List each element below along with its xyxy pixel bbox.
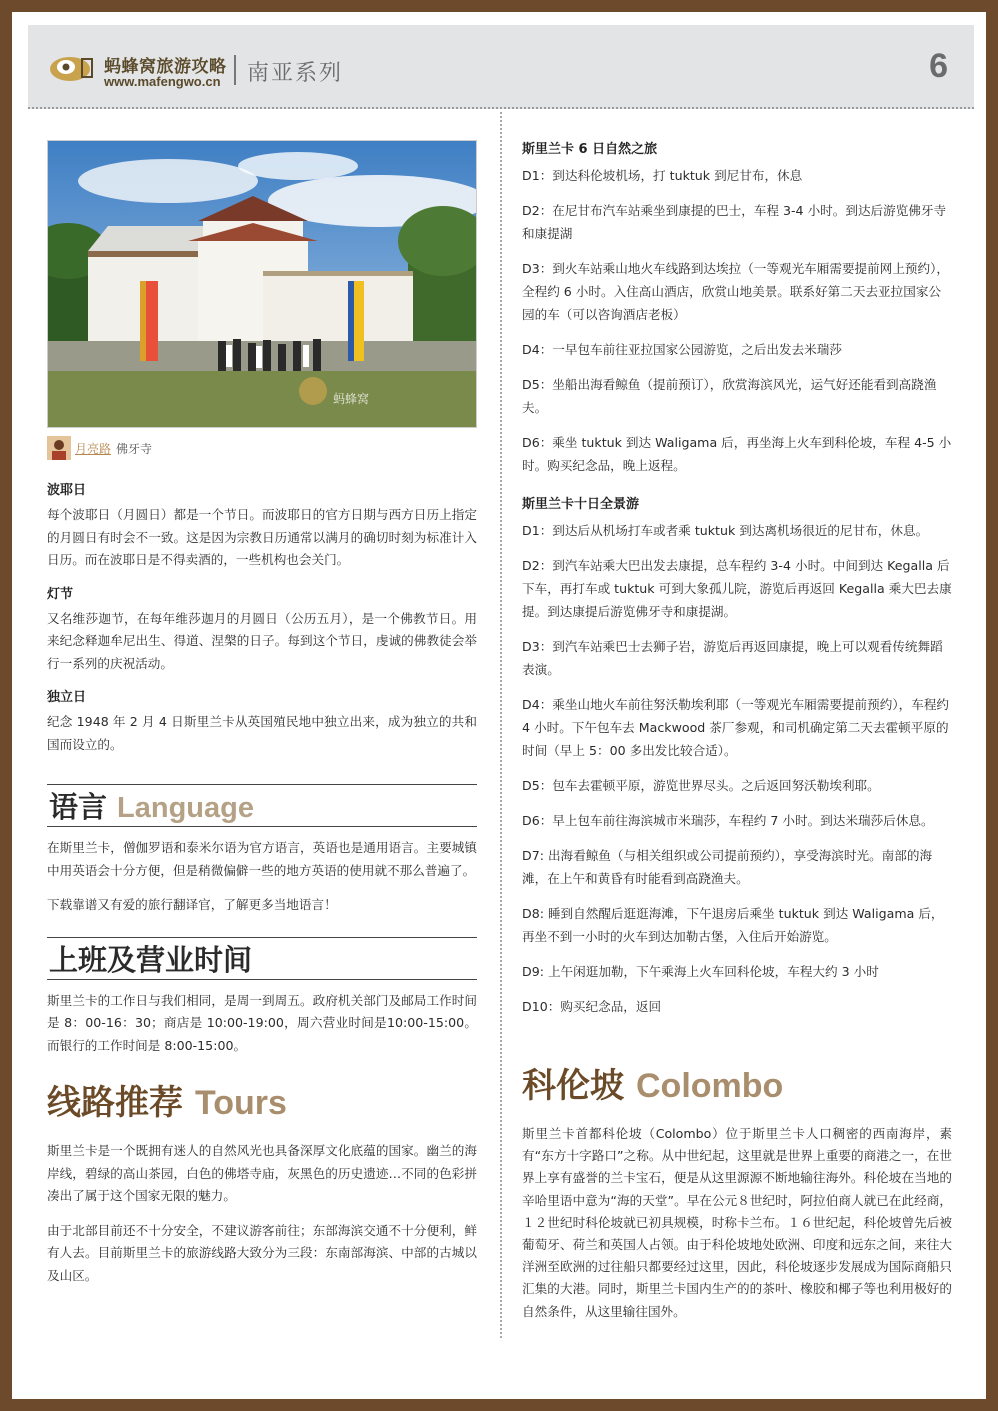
route-day: D10：购买纪念品，返回 (522, 999, 662, 1014)
brand-url: www.mafengwo.cn (104, 74, 221, 89)
header-divider (234, 55, 236, 85)
route-day: D4：乘坐山地火车前往努沃勒埃利耶（一等观光车厢需要提前预约），车程约 4 小时。下午包车去 Mackwood 茶厂参观，和司机确定第二天去霍顿平原的时间（早上 5：00 多出发比较合适）。 (522, 697, 950, 758)
tours-title-en: Tours (195, 1084, 287, 1122)
language-heading (47, 784, 477, 827)
holiday-section (47, 480, 477, 756)
route-day: D6：早上包车前往海滨城市米瑞莎，车程约 7 小时。到达米瑞莎后休息。 (522, 813, 934, 828)
language-title-en: Language (117, 792, 254, 824)
route-day: D5：坐船出海看鲸鱼（提前预订），欣赏海滨风光，运气好还能看到高跷渔夫。 (522, 377, 937, 415)
tours-title-cn: 线路推荐 (47, 1083, 183, 1123)
hours-heading (47, 937, 477, 980)
author-avatar-icon (47, 436, 71, 460)
tours-heading (47, 1075, 477, 1124)
photo-watermark: 蚂蜂窝 (333, 392, 370, 406)
colombo-title-en: Colombo (636, 1067, 784, 1105)
route-6day-list (522, 164, 952, 477)
route-day: D3：到汽车站乘巴士去狮子岩，游览后再返回康提，晚上可以观看传统舞蹈表演。 (522, 639, 943, 677)
route-day: D1：到达后从机场打车或者乘 tuktuk 到达离机场很近的尼甘布，休息。 (522, 523, 929, 538)
route-day: D6：乘坐 tuktuk 到达 Waligama 后，再坐海上火车到科伦坡，车程 4-5 小时。购买纪念品，晚上返程。 (522, 435, 952, 473)
photo-caption (47, 436, 477, 460)
route-6day-title: 斯里兰卡 6 日自然之旅 (522, 142, 658, 157)
route-10day-list (522, 519, 952, 1018)
language-text: 在斯里兰卡，僧伽罗语和泰米尔语为官方语言，英语也是通用语言。主要城镇中用英语会十分方便，但是稍微偏僻一些的地方英语的使用就不那么普遍了。 (47, 840, 477, 878)
route-10day-title: 斯里兰卡十日全景游 (522, 497, 640, 512)
route-day: D3：到火车站乘山地火车线路到达埃拉（一等观光车厢需要提前网上预约），全程约 6 小时。入住高山酒店，欣赏山地美景。联系好第二天去亚拉国家公园的车（可以咨询酒店老板） (522, 261, 950, 322)
route-day: D7: 出海看鲸鱼（与相关组织或公司提前预约），享受海滨时光。南部的海滩，在上午和黄昏有时能看到高跷渔夫。 (522, 848, 933, 886)
hours-title-cn: 上班及营业时间 (49, 942, 253, 977)
language-download-text[interactable]: 下载靠谱又有爱的旅行翻译官，了解更多当地语言！ (47, 897, 337, 912)
route-day: D2：到汽车站乘大巴出发去康提，总车程约 3-4 小时。中间到达 Kegalla 后下车，再打车或 tuktuk 可到大象孤儿院，游览后再返回 Kegalla 乘大巴去康提。到达康提后游览佛牙寺和康提湖。 (522, 558, 952, 619)
temple-photo (47, 140, 477, 428)
route-day: D4：一早包车前往亚拉国家公园游览，之后出发去米瑞莎 (522, 342, 842, 357)
hours-text: 斯里兰卡的工作日与我们相同，是周一到周五。政府机关部门及邮局工作时间是 8：00-16：30；商店是 10:00-19:00，周六营业时间是10:00-15:00。而银行的工作时间是 8:00-15:00。 (47, 992, 477, 1053)
language-heading-text (49, 785, 254, 826)
temple-of-tooth-image (48, 141, 476, 427)
colombo-title-cn: 科伦坡 (522, 1066, 624, 1106)
language-title-cn: 语言 (49, 790, 108, 824)
route-day: D1：到达科伦坡机场，打 tuktuk 到尼甘布，休息 (522, 168, 803, 183)
holiday-text: 又名维莎迦节，在每年维莎迦月的月圆日（公历五月），是一个佛教节日。用来纪念释迦牟尼出生、得道、涅槃的日子。每到这个节日，虔诚的佛教徒会举行一系列的庆祝活动。 (47, 610, 477, 671)
holiday-text: 每个波耶日（月圆日）都是一个节日。而波耶日的官方日期与西方日历上指定的月圆日有时会不一致。这是因为宗教日历通常以满月的确切时刻为标准计入日历。而在波耶日是不得卖酒的，一些机构也会关门。 (47, 507, 477, 567)
holiday-title: 独立日 (47, 690, 87, 705)
hours-heading-text (49, 938, 252, 979)
left-column (47, 140, 477, 1287)
page-header (28, 25, 974, 109)
mafengwo-logo-icon (48, 53, 96, 83)
right-column (522, 140, 952, 1323)
photo-caption-text: 佛牙寺 (116, 441, 153, 456)
page-number: 6 (929, 47, 948, 85)
holiday-title: 灯节 (47, 586, 74, 602)
avatar[interactable] (47, 436, 71, 460)
tours-intro-text: 斯里兰卡是一个既拥有迷人的自然风光也具备深厚文化底蕴的国家。幽兰的海岸线，碧绿的高山茶园，白色的佛塔寺庙，灰黑色的历史遗迹…不同的色彩拼凑出了属于这个国家无限的魅力。 (47, 1143, 477, 1203)
author-link[interactable]: 月亮路 (75, 441, 112, 456)
tours-route-text: 由于北部目前还不十分安全，不建议游客前往；东部海滨交通不十分便利，鲜有人去。目前斯里兰卡的旅游线路大致分为三段：东南部海滨、中部的古城以及山区。 (47, 1222, 477, 1283)
holiday-text: 纪念 1948 年 2 月 4 日斯里兰卡从英国殖民地中独立出来，成为独立的共和国而设立的。 (47, 714, 477, 752)
colombo-text: 斯里兰卡首都科伦坡（Colombo）位于斯里兰卡人口稠密的西南海岸，素有“东方十字路口”之称。从中世纪起，这里就是世界上重要的商港之一，在世界上享有盛誉的兰卡宝石，便是从这里源源不断地输往海外。科伦坡在当地的辛哈里语中意为“海的天堂”。早在公元８世纪时，阿拉伯商人就已在此经商，１２世纪时科伦坡就已初具规模，时称卡兰布。１６世纪起，科伦坡曾先后被葡萄牙、荷兰和英国人占领。由于科伦坡地处欧洲、印度和远东之间，来往大洋洲至欧洲的过往船只都要经过这里，因此，科伦坡逐步发展成为国际商船只汇集的大港。同时，斯里兰卡国内生产的的茶叶、橡胶和椰子等也利用极好的自然条件，从这里输往国外。 (522, 1126, 952, 1319)
route-day: D8: 睡到自然醒后逛逛海滩，下午退房后乘坐 tuktuk 到达 Waligama 后，再坐不到一小时的火车到达加勒古堡，入住后开始游览。 (522, 906, 944, 944)
route-day: D9: 上午闲逛加勒，下午乘海上火车回科伦坡，车程大约 3 小时 (522, 964, 879, 979)
series-title: 南亚系列 (247, 61, 344, 86)
route-day: D2：在尼甘布汽车站乘坐到康提的巴士，车程 3-4 小时。到达后游览佛牙寺和康提湖 (522, 203, 947, 241)
colombo-heading (522, 1058, 952, 1107)
holiday-title: 波耶日 (47, 483, 87, 498)
column-divider (500, 112, 502, 1338)
brand-name: 蚂蜂窝旅游攻略 (104, 57, 227, 77)
route-day: D5：包车去霍顿平原，游览世界尽头。之后返回努沃勒埃利耶。 (522, 778, 880, 793)
